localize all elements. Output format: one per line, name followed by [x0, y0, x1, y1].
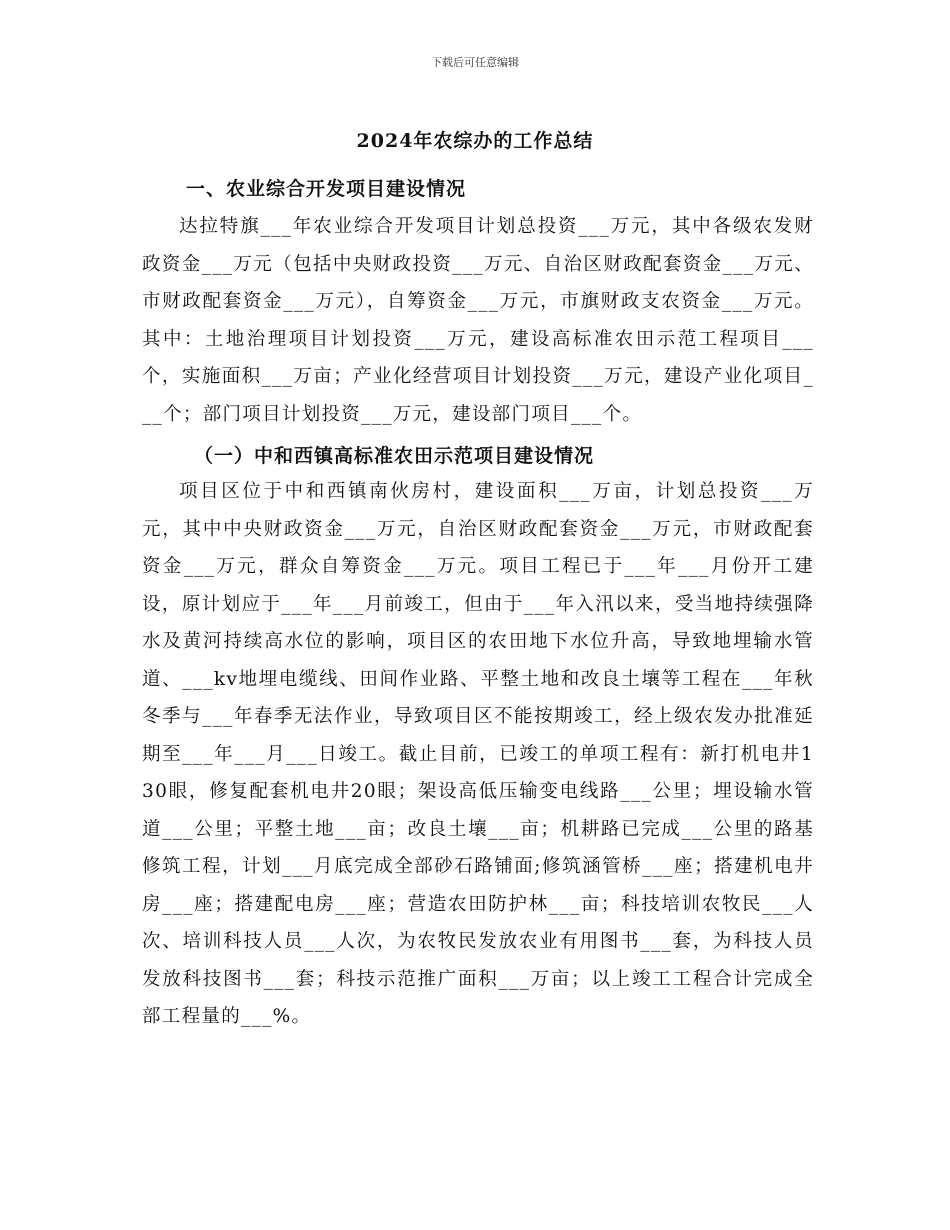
- section-paragraph-2: 项目区位于中和西镇南伙房村，建设面积___万亩，计划总投资___万元，其中中央财政资金___万元，自治区财政配套资金___万元，市财政配套资金___万元，群众自筹资金___万元。项目工程已于___年___月份开工建设，原计划应于___年___月前竣工，但由于___年入汛以来，受当地持续强降水及黄河持续高水位的影响，项目区的农田地下水位升高，导致地埋输水管道、___kv地埋电缆线、田间作业路、平整土地和改良土壤等工程在___年秋冬季与___年春季无法作业，导致项目区不能按期竣工，经上级农发办批准延期至___年___月___日竣工。截止目前，已竣工的单项工程有：新打机电井130眼，修复配套机电井20眼；架设高低压输变电线路___公里；埋设输水管道___公里；平整土地___亩；改良土壤___亩；机耕路已完成___公里的路基修筑工程，计划___月底完成全部砂石路铺面;修筑涵管桥___座；搭建机电井房___座；搭建配电房___座；营造农田防护林___亩；科技培训农牧民___人次、培训科技人员___人次，为农牧民发放农业有用图书___套，为科技人员发放科技图书___套；科技示范推广面积___万亩；以上竣工工程合计完成全部工程量的___%。: [142, 481, 814, 1027]
- section-heading-2: （一）中和西镇高标准农田示范项目建设情况: [194, 445, 595, 467]
- header-note: 下载后可任意编辑: [431, 56, 519, 69]
- section-heading-1: 一、农业综合开发项目建设情况: [186, 178, 467, 200]
- document-body: [142, 172, 814, 1036]
- section-paragraph-1: 达拉特旗___年农业综合开发项目计划总投资___万元，其中各级农发财政资金___万元（包括中央财政投资___万元、自治区财政配套资金___万元、市财政配套资金___万元），自筹资金___万元，市旗财政支农资金___万元。其中：土地治理项目计划投资___万元，建设高标准农田示范工程项目___个，实施面积___万亩；产业化经营项目计划投资___万元，建设产业化项目___个；部门项目计划投资___万元，建设部门项目___个。: [142, 216, 814, 425]
- document-title: 2024年农综办的工作总结: [356, 130, 594, 152]
